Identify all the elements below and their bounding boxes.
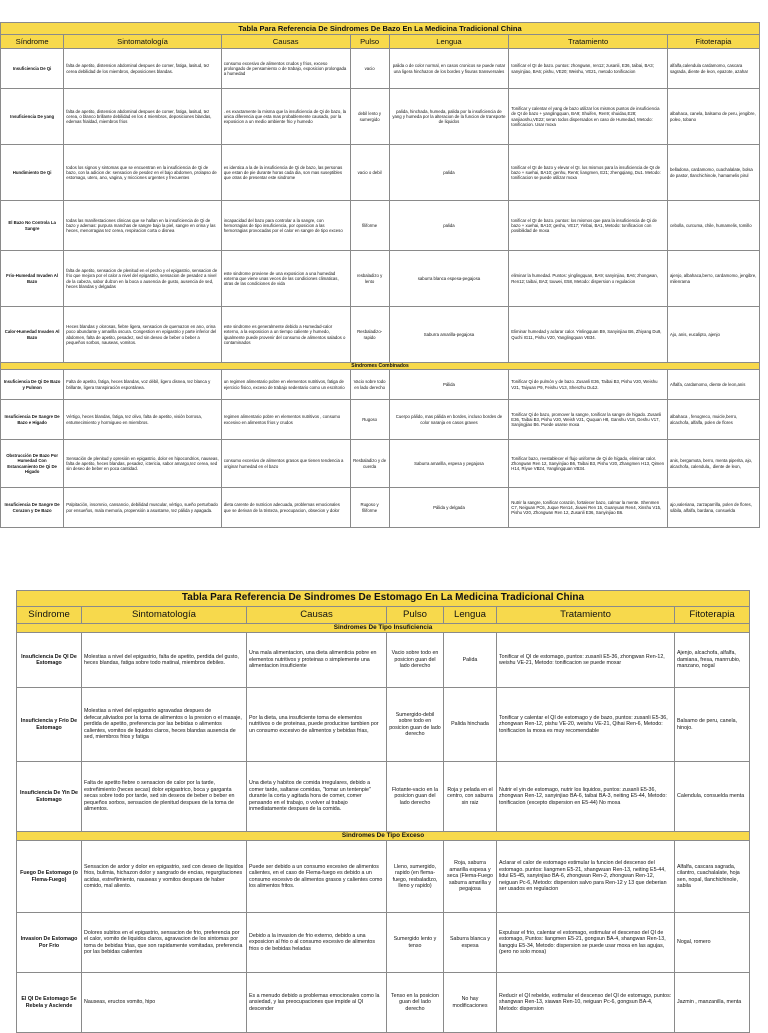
treatment-cell: Tonificar Qi de pulmón y de bazo. Zusanli E36, Taibai B3, Pishu V20, Weishu V21, Taiyuan P9, Feishu V13, Shenzhu Du12. [509,370,668,400]
symptoms-cell: Vértigo, heces blandas, fatiga, tez olivo, falta de apetito, visión borrosa, entumecimiento y hormigueo en miembros. [64,400,222,440]
phytotherapy-cell: belladona, cardamomo, cuachalalate, bolsa de pastor, tlanchichinole, hamamelis pirul [667,145,759,201]
tongue-cell: Roja, saburra amarilla espesa y seca (Flema-Fuego saburra amarilla y pegajosa [444,841,497,913]
phytotherapy-cell: ajo,valeriana, zarzaparrilla, polen de flores, sábila, alfalfa, bardana, consuelda [667,488,759,528]
treatment-cell: Tonificar y calentar el yang de bazo utilizar los mismos puntos de insuficiencia de QI de bazo + yanglingquan, BA9; Shuifen, Ren9; shuidao,E28; sanjiaoshu,VE22; seran todos dispersados en caso de Humedad, Metodo: tonificacion. Usar moxa [509,89,668,145]
symptoms-cell: Molestias a nivel del epigastrio agravadas despues de defecar,aliviados por la toma de alimentos o la presion o el masaje, perdida de apetito, preferencia por las bebidas o alimentos calientes, vomitos de liquidos claros, heces blandas ausencia de sed, miembros frios y fatiga [82,688,247,762]
pulse-cell: Vacio sobre todo en posicion guan del lado derecho [387,633,444,688]
tongue-cell: saburra blanca espesa-pegajosa [389,251,509,307]
syndrome-name: Invasion De Estomago Por Frio [17,913,82,973]
tongue-cell: Saburra amarilla-pegajosa [389,307,509,363]
causes-cell: dieta carente de nutricion adecuada, problemas emocionales que se derivan de la tristeza, preocupacion, obsecion y dolor [221,488,350,528]
phytotherapy-cell: Ajo, anis, eucalipto, ajenjo [667,307,759,363]
phytotherapy-cell: anis, bergamota, berro, menta piperita, ajo, alcachofa, calendula,, diente de leon, [667,440,759,488]
phytotherapy-cell: albahaca , fenogreco, muicle,berro, alcachofa, alfalfa, polen de flores [667,400,759,440]
symptoms-cell: falta de apetito, distension abdominal despues de comer, fatiga, lasitud, tez cerea, o blanco brillante debilidad en los 4 miembros, deposiciones blandas, edemas frialdad, miembros frios [64,89,222,145]
tongue-cell: No hay modificaciones [444,973,497,1033]
bazo-table-body [1,23,760,528]
syndrome-name: Insuficiencia De Qi [1,49,64,89]
section-header-row [17,832,750,841]
syndrome-row [1,400,760,440]
phytotherapy-cell: Nogal, romero [675,913,750,973]
pulse-cell: Resbaladizo-rapido [350,307,389,363]
tongue-cell: Pálida y delgada [389,488,509,528]
pulse-cell: Lleno, sumergido, rapido (en flema-fuego, resbaladizo, lleno y rapido) [387,841,444,913]
syndrome-row [17,688,750,762]
symptoms-cell: Sensación de plenitud y opresión en epigastrio, dolor en hipocondrios, nauseas, falta de apetito, heces blandas, pesadez, ictericia, sabor amargo,tez cerea, sed sin deseo de beber en poca cantidad. [64,440,222,488]
syndrome-name: El Bazo No Controla La Sangre [1,201,64,251]
phytotherapy-cell: Ajenjo, alcachofa, alfalfa, damiana, fresa, manrrubio, manzano, nogal [675,633,750,688]
syndrome-row [1,89,760,145]
tongue-cell: Cuerpo pálido, mas pálida en bordes, incluso bordes de color naranja en casos graves [389,400,509,440]
phytotherapy-cell: cebolla, curcuma, chile, humamelis, tomillo [667,201,759,251]
tongue-cell: Palida [444,633,497,688]
syndrome-name: Insuficiencia De Qi De Bazo y Pulmon [1,370,64,400]
syndrome-name: Fuego De Estomago (o Flema-Fuego) [17,841,82,913]
treatment-cell: tonificar el QI de bazo. puntos: los mismos que para la insuficiencia de Qi de bazo + xuehai, BA10; geshu, VE17; Yinbai, BA1, Metodo: tonificacion con posibilidad de moxa [509,201,668,251]
syndrome-name: Calor-Humedad Invaden Al Bazo [1,307,64,363]
phytotherapy-cell: albahaca, canela, balsamo de peru, jengibre, poleo, tobano [667,89,759,145]
column-header-row [1,35,760,49]
symptoms-cell: Falta de apetito, fatiga, heces blandas, voz débil, ligero disnea, tez blanca y brillante, ligera transpiración espontánea. [64,370,222,400]
syndrome-row [17,913,750,973]
syndrome-row [17,633,750,688]
causes-cell: Puede ser debido a un consumo excesivo de alimentos calientes, en el caso de Flema-fuego es debido a un consumo excesivo de alimentos grasos y calientes como los alimentos fritos. [247,841,387,913]
column-header: Tratamiento [497,607,675,624]
tongue-cell: palida [389,145,509,201]
section-label: Sindromes De Tipo Insuficiencia [17,624,750,633]
syndrome-row [1,488,760,528]
pulse-cell: debil lento y sumergido [350,89,389,145]
syndrome-name: Insuficiencia y Frio De Estomago [17,688,82,762]
tongue-cell: Saburra blanca y espesa [444,913,497,973]
column-header: Lengua [444,607,497,624]
causes-cell: este sindrome es generalmente debido a Humedad-calor externo, a la exposicion a un tiempo caliente y humedo, igualmente puede provenir del consumo de alimentos salados o contaminados [221,307,350,363]
phytotherapy-cell: Jazmin , manzanilla, menta [675,973,750,1033]
syndrome-name: Insuficiencia De yang [1,89,64,145]
column-header: Síndrome [17,607,82,624]
syndrome-name: Hundimiento De Qi [1,145,64,201]
column-header: Sintomatología [82,607,247,624]
causes-cell: Debido a la invasion de frio externo, debido a una exposicion al frio o al consumo excesivo de alimentos frios o de bebidas heladas [247,913,387,973]
syndrome-row [17,762,750,832]
pulse-cell: Rugoso [350,400,389,440]
syndrome-name: El QI De Estomago Se Rebela y Asciende [17,973,82,1033]
causes-cell: este sindrome proviene de una exposicion a una humedad externa que viene unas veces de las condiciones climaticas, otras de las condiciones de vida [221,251,350,307]
section-label: Sindromes De Tipo Exceso [17,832,750,841]
column-header: Tratamiento [509,35,668,49]
syndrome-name: Insuficiencia De Sangre De Corazon y De Bazo [1,488,64,528]
pulse-cell: resbaladizo y lento [350,251,389,307]
treatment-cell: tonificar el QI de bazo. puntos: zhongwan, ren12; zusanli, E36, taibai, BA3; sanyinjiao, BA6; pishu, VE20; Weishu, VE21, metodo tonificacion [509,49,668,89]
symptoms-cell: Molestias a nivel del epigastrio, falta de apetito, perdida del gusto, heces blandas, fatiga sobre todo matinal, miembros debiles. [82,633,247,688]
symptoms-cell: todas las manifestaciones clinicas que se hallan en la insuficiencia de Qi de bazo y ademas: purpura manchas de sangre bajo la piel, sangre en orina y las heces, menorragias tez cerea, respiracion corta o disnea [64,201,222,251]
phytotherapy-cell: Alfalfa, cardamomo, diente de leon,anis [667,370,759,400]
phytotherapy-cell: Balsamo de peru, canela, hinojo. [675,688,750,762]
column-header: Causas [221,35,350,49]
pulse-cell: vacio [350,49,389,89]
section-header-row [17,624,750,633]
pulse-cell: Resbaladizo y de cuerda [350,440,389,488]
symptoms-cell: Sensacion de ardor y dolor en epigastrio, sed con deseo de liquidos frios, bulimia, hichazon dolor y sangrado de encias, regurgitaciones acidas, estreñimiento, nauseas y vomitos despues de haber comido, mal aliento. [82,841,247,913]
causes-cell: . es exactamente la misma que la insuficiencia de Qi de bazo, la unica diferencia que esta mas probablemente causado, por la exposicion a un medio ambiente frio y humedo [221,89,350,145]
causes-cell: es identica a la de la insuficiencia de Qi de bazo, las personas que estan de pie durante horas cada dia, son mas suseptibles que otras de presentar este sindrome [221,145,350,201]
treatment-cell: Tonificar Qi de bazo, promover la sangre, tonificar la sangre de higado. Zusanli E36, Taibai B3, Pishu V20, Weish V21, Ququan H8, Ganshu V18, Geshu V17, Sanjingjiao B6. Puede usarse moxa [509,400,668,440]
symptoms-cell: Nauseas, eructos vomito, hipo [82,973,247,1033]
column-header: Lengua [389,35,509,49]
table-title: Tabla Para Referencia De Sindromes De Bazo En La Medicina Tradicional China [1,23,760,35]
table-title: Tabla Para Referencia De Sindromes De Estomago En La Medicina Tradicional China [17,591,750,607]
causes-cell: Una mala alimentacion, una dieta alimenticia pobre en elementos nutritivos y proteinas o simplemente una alimentacion insuficiente [247,633,387,688]
pulse-cell: Rugoso y filiforme [350,488,389,528]
column-header: Fitoterapia [667,35,759,49]
tongue-cell: Palida hinchada [444,688,497,762]
pulse-cell: Tenso en la posicion guan del lado derecho [387,973,444,1033]
treatment-cell: Aclarar el calor de estomago estimular la funcion del descenso del estomago. puntos: liangmen E5-21, shangwuan Ren-13, neiting E5-44, lidui E5-45, sanyinjiao BA-6, zhongwan Ren-2, zhongwan Ren-12, neiguan Pc-6, Metodo: dispersion salvo para Ren-12 y 13 que deberian ser usados en regulacion [497,841,675,913]
symptoms-cell: Heces blandas y olorosas, fiebre ligera, sensacion de quemazon en ano, orina poco abundante y amarilla oscura. Congestion en epigastrio y parte inferior del abdomen, falta de apetito, pesadez, sed sin deseo de beber o beber a pequeños sorbos, nauseas, vomitos. [64,307,222,363]
causes-cell: Una dieta y habitos de comida irregulares, debido a comer tarde, saltarse comidas, "tomar un tentenpie" durante la corta y agitada hora de comer, comer pensando en el trabajo, o volver al trabajo inmediatamente despues de la comida. [247,762,387,832]
pulse-cell: vacio o debil [350,145,389,201]
column-header: Síndrome [1,35,64,49]
symptoms-cell: Palpitación, insomnio, cansancio, debilidad muscular, vértigo, sueño perturbado por ensueños, mala memoria, propensión a asustarse, tez pálida y apagada. [64,488,222,528]
table-title-row [17,591,750,607]
treatment-cell: Tonificar bazo, reestablecer el flujo uniforme de Qi de hígado, eliminar calor. Zhongwan Ren 12, Sanyinjiao B6, Taibai B3, Pishu V20, Zhangmen H13, Qimen H14, Riyue VB24, Yanglingquan VB34. [509,440,668,488]
estomago-table-body [17,591,750,1033]
pulse-cell: Flotante-vacio en la posicion guan del lado derecho [387,762,444,832]
section-label: Sindromes Combinados [1,363,760,370]
syndrome-name: Insuficiencia De Sangre De Bazo e Higado [1,400,64,440]
syndrome-name: Obstrucción De Bazo Por Humedad Con Estancamiento De Qi De Higado [1,440,64,488]
treatment-cell: Eliminar humedad y aclarar calor. Yinlingquan B9, Sanyinjiao B6, Zhiyang Du9, Quchi IG11, Pishu V20, Yanglingquan VB34. [509,307,668,363]
pulse-cell: Sumergido-debil sobre todo en posicion guan de lado derecho [387,688,444,762]
causes-cell: consumo excesivo de alimentos grasos que tienen tendencia a originar humedad en el bazo [221,440,350,488]
syndrome-row [1,251,760,307]
phytotherapy-cell: Alfalfa, cascara sagrada, cilantro, cuachalalate, hoja sen, nopal, tlanchichinole, sabila [675,841,750,913]
pulse-cell: filiforme [350,201,389,251]
causes-cell: consumo excesivo de alimentos crudos y frios, exceso prolongado de pensamiento o de trabajo, exposicion prolongada a humedad [221,49,350,89]
syndrome-row [1,145,760,201]
treatment-cell: Tonificar y calentar el QI de estomago y de bazo, puntos: zusanli E5-36, zhongwan Ren-12, pishu VE-20, weishu VE-21, Qihai Ren-6, Metodo: tonificacion la moxa es muy recomendable [497,688,675,762]
syndrome-row [1,307,760,363]
causes-cell: un regimen alimentario pobre en elementos nutritivos, fatiga de ejercicio físico, exceso de trabajo sedentario como un escritorio [221,370,350,400]
section-header-row [1,363,760,370]
symptoms-cell: Dolores subitos en el epigastrio, sensacion de frio, preferencia por el calor, vomito de liquidos claros, agravacion de los sintomas por toma de bebidas frias, que son rapidamente vomitadas, preferencia por las bebidas calientes [82,913,247,973]
symptoms-cell: Falta de apetito fiebre o sensacion de calor por la tarde, estreñimiento (heces secas) dolor epigastrico, boca y garganta secas sobre todo por tarde, sed sin deseos de beber o beber en pequeños sorbos, sensacion de plenitud despues de la toma de alimentos. [82,762,247,832]
syndrome-row [1,370,760,400]
treatment-cell: Reducir el QI rebelde, estimular el descenso del QI de estomago, puntos: shangwan Ren-13, xiawan Ren-10, neiguan Pc-6, gongsun BA-4, Metodo: dispersion [497,973,675,1033]
treatment-cell: Expulsar el frio, calentar el estomago, estimular el descenso del QI de estomago, Puntos: liangmen E5-21, gongsun BA-4, shangwan Ren-13, liangqiu E5-34, Metodo: dispersion se puede usar moxa en las agujas, (pero no solo moxa) [497,913,675,973]
pulse-cell: Vacio sobre todo en lado derecho [350,370,389,400]
treatment-cell: Tonificar el QI de estomago, puntos: zusanli E5-36, zhongwan Ren-12, weishu VE-21, Metodo: tonificacion se puede moxar [497,633,675,688]
column-header: Sintomatología [64,35,222,49]
pulse-cell: Sumergido lento y tenso [387,913,444,973]
column-header: Causas [247,607,387,624]
estomago-syndromes-table [16,590,750,1033]
table-title-row [1,23,760,35]
tongue-cell: Roja y pelada en el centro, con saburra sin raiz [444,762,497,832]
symptoms-cell: falta de apetito, distension abdominal despues de comer, fatiga, lasitud, tez cerea debilidad de los miembros, deposiciones blandas. [64,49,222,89]
column-header: Pulso [350,35,389,49]
column-header: Pulso [387,607,444,624]
column-header-row [17,607,750,624]
syndrome-name: Insuficiencia De Yin De Estomago [17,762,82,832]
phytotherapy-cell: alfalfa,calendula cardamomo, cascara sagrada, diente de leon, epazote, azahar [667,49,759,89]
phytotherapy-cell: Calendula, consuelda menta [675,762,750,832]
syndrome-row [17,841,750,913]
tongue-cell: Pálida [389,370,509,400]
treatment-cell: eliminar la humedad. Puntos: yinglingquan, BA9; sanyinjiao, BA6; zhongwan, Ren12; taibai, BA3; touwei, E58, Metodo: dispersion o regulacion [509,251,668,307]
tongue-cell: palida, hinchada, humeda, palida por la insuficiencia de yang y humeda por la alteracion de la funcion de transporte de liquidos [389,89,509,145]
syndrome-row [1,440,760,488]
treatment-cell: tonificar el QI de bazo y elevar el QI. los mismos para la insuficiencia de QI de bazo + suehai, BA10; genhu, Ren6; liangmen, E21; zhengqiang, Du1. Metodo: tonificacion se puede utilizar moxa [509,145,668,201]
causes-cell: regimen alimentario pobre en elementos nutritivos , consumo excesivo en alimentos frios y crudos [221,400,350,440]
symptoms-cell: todos los signos y sintomas que se encuentran en la insuficiencia de Qi de bazo, con la adicion de: sensacion de pesdez en el bajo abdomen, prolapso de estomago, utero, ano, vagina, y micciones urgentes y frecuentes [64,145,222,201]
treatment-cell: Nutrir el yin de estomago, nutrir los liquidos, puntos: zusanli E5-36, zhongwan Ren-12, sanyinjiao BA-6, taibai BA-3, neiting E5-44, Metodo: tonificacion (excepto dispersion en E5-44) No moxa [497,762,675,832]
symptoms-cell: falta de apetito, sensacion de plenitud en el pecho y el epigastrio, sensacion de frio que mejora por el calor a nivel del epigastrio, sensacion de pesadez a nivel de la cabeza, sabor dulzon en la boca o ausencia de gusto, ausencia de sed, heces blandas y delgadas [64,251,222,307]
syndrome-row [1,201,760,251]
tongue-cell: palida o de color normal, en casos cronicos se puede notar una ligera hinchazon de los bordes y fisuras transversales [389,49,509,89]
syndrome-name: Insuficiencia De QI De Estomago [17,633,82,688]
syndrome-name: Frio-Humedad Invaden Al Bazo [1,251,64,307]
treatment-cell: Nutrir la sangre, tonificar corazón, fortalecer bazo, calmar la mente. Shenmen C7, Neiguan PC6, Juque Ren14, Jiuwei Ren 15, Guanyuan Ren4, Xinshu V15, Pishu V20, Zhongwan Ren 12, Zusanli E36, Sanyinjiao B6. [509,488,668,528]
column-header: Fitoterapia [675,607,750,624]
syndrome-row [1,49,760,89]
phytotherapy-cell: ajenjo, albahaca,berro, cardamomo, jengibre, milenrama [667,251,759,307]
causes-cell: Es a menudo debido a problemas emocionales como la ansiedad, y las preocupaciones que impide al QI descender [247,973,387,1033]
causes-cell: incapacidad del bazo para controlar a la sangre, con hemorragias de tipo insuficiencia, por oposicion a las hemorragias provocadas por el calor en sangre de tipo exceso [221,201,350,251]
tongue-cell: Saburra amarilla, espesa y pegajosa [389,440,509,488]
bazo-syndromes-table [0,22,760,528]
causes-cell: Por la dieta, una insuficiente toma de elementos nutritivos o de proteinas, puede producirse tambien por un consumo excesivo de alimentos y bebidas frias, [247,688,387,762]
tongue-cell: palida [389,201,509,251]
